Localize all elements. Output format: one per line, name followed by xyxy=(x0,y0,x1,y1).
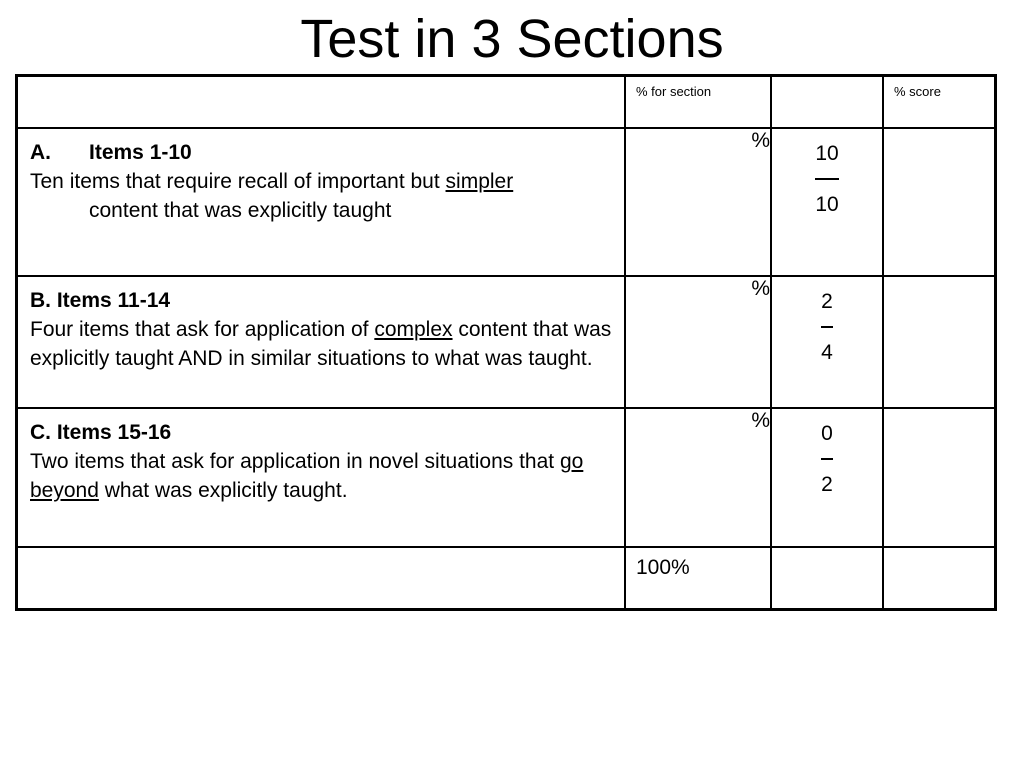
section-a-desc-after: content that was explicitly taught xyxy=(89,199,392,222)
header-label-percent-for-section: % for section xyxy=(636,84,712,99)
section-a-heading: Items 1-10 xyxy=(89,141,192,164)
total-fraction xyxy=(771,547,883,609)
section-b-numerator: 2 xyxy=(821,278,833,328)
section-c-desc-before: Two items that ask for application in novel situations that xyxy=(30,450,560,473)
header-label-percent-score: % score xyxy=(894,84,941,99)
total-percent-cell xyxy=(625,547,771,609)
section-b-fraction xyxy=(771,276,883,408)
section-c-score xyxy=(883,408,996,547)
section-a-fraction xyxy=(771,128,883,276)
section-c-desc-underline: go beyond xyxy=(30,450,584,502)
section-b-heading: B. Items 11-14 xyxy=(30,289,171,312)
section-c-description-cell xyxy=(17,408,626,547)
table-row-section-c xyxy=(17,408,996,547)
section-c-denominator: 2 xyxy=(821,473,833,496)
section-b-description-cell xyxy=(17,276,626,408)
section-b-desc-before: Four items that ask for application of xyxy=(30,318,375,341)
section-b-denominator: 4 xyxy=(821,341,833,364)
section-c-heading: C. Items 15-16 xyxy=(30,421,172,444)
section-a-numerator: 10 xyxy=(815,130,838,180)
section-a-description-cell xyxy=(17,128,626,276)
total-score xyxy=(883,547,996,609)
section-b-score xyxy=(883,276,996,408)
page-title: Test in 3 Sections xyxy=(300,9,724,69)
header-cell-fraction xyxy=(771,76,883,129)
section-a-denominator: 10 xyxy=(815,193,839,216)
section-c-numerator: 0 xyxy=(821,410,833,460)
section-a-desc-before: Ten items that require recall of important but xyxy=(30,170,446,193)
total-label xyxy=(17,547,626,609)
section-c-desc-after: what was explicitly taught. xyxy=(98,479,348,502)
section-b-desc-underline: complex xyxy=(374,318,453,341)
sections-table xyxy=(15,74,997,611)
table-header-row xyxy=(17,76,996,129)
total-percent: 100% xyxy=(636,556,690,579)
section-a-desc-underline: simpler xyxy=(445,170,514,193)
section-a-score xyxy=(883,128,996,276)
table-row-total xyxy=(17,547,996,609)
table-row-section-b xyxy=(17,276,996,408)
header-cell-percent-score xyxy=(883,76,996,129)
section-b-desc-after: content that was explicitly taught AND in similar situations to what was taught. xyxy=(30,318,612,370)
table-row-section-a xyxy=(17,128,996,276)
section-c-fraction xyxy=(771,408,883,547)
section-c-percent: % xyxy=(625,408,771,547)
header-cell-percent-for-section xyxy=(625,76,771,129)
section-a-letter: A. xyxy=(30,141,51,164)
section-b-percent: % xyxy=(625,276,771,408)
header-cell-description xyxy=(17,76,626,129)
section-a-percent: % xyxy=(625,128,771,276)
